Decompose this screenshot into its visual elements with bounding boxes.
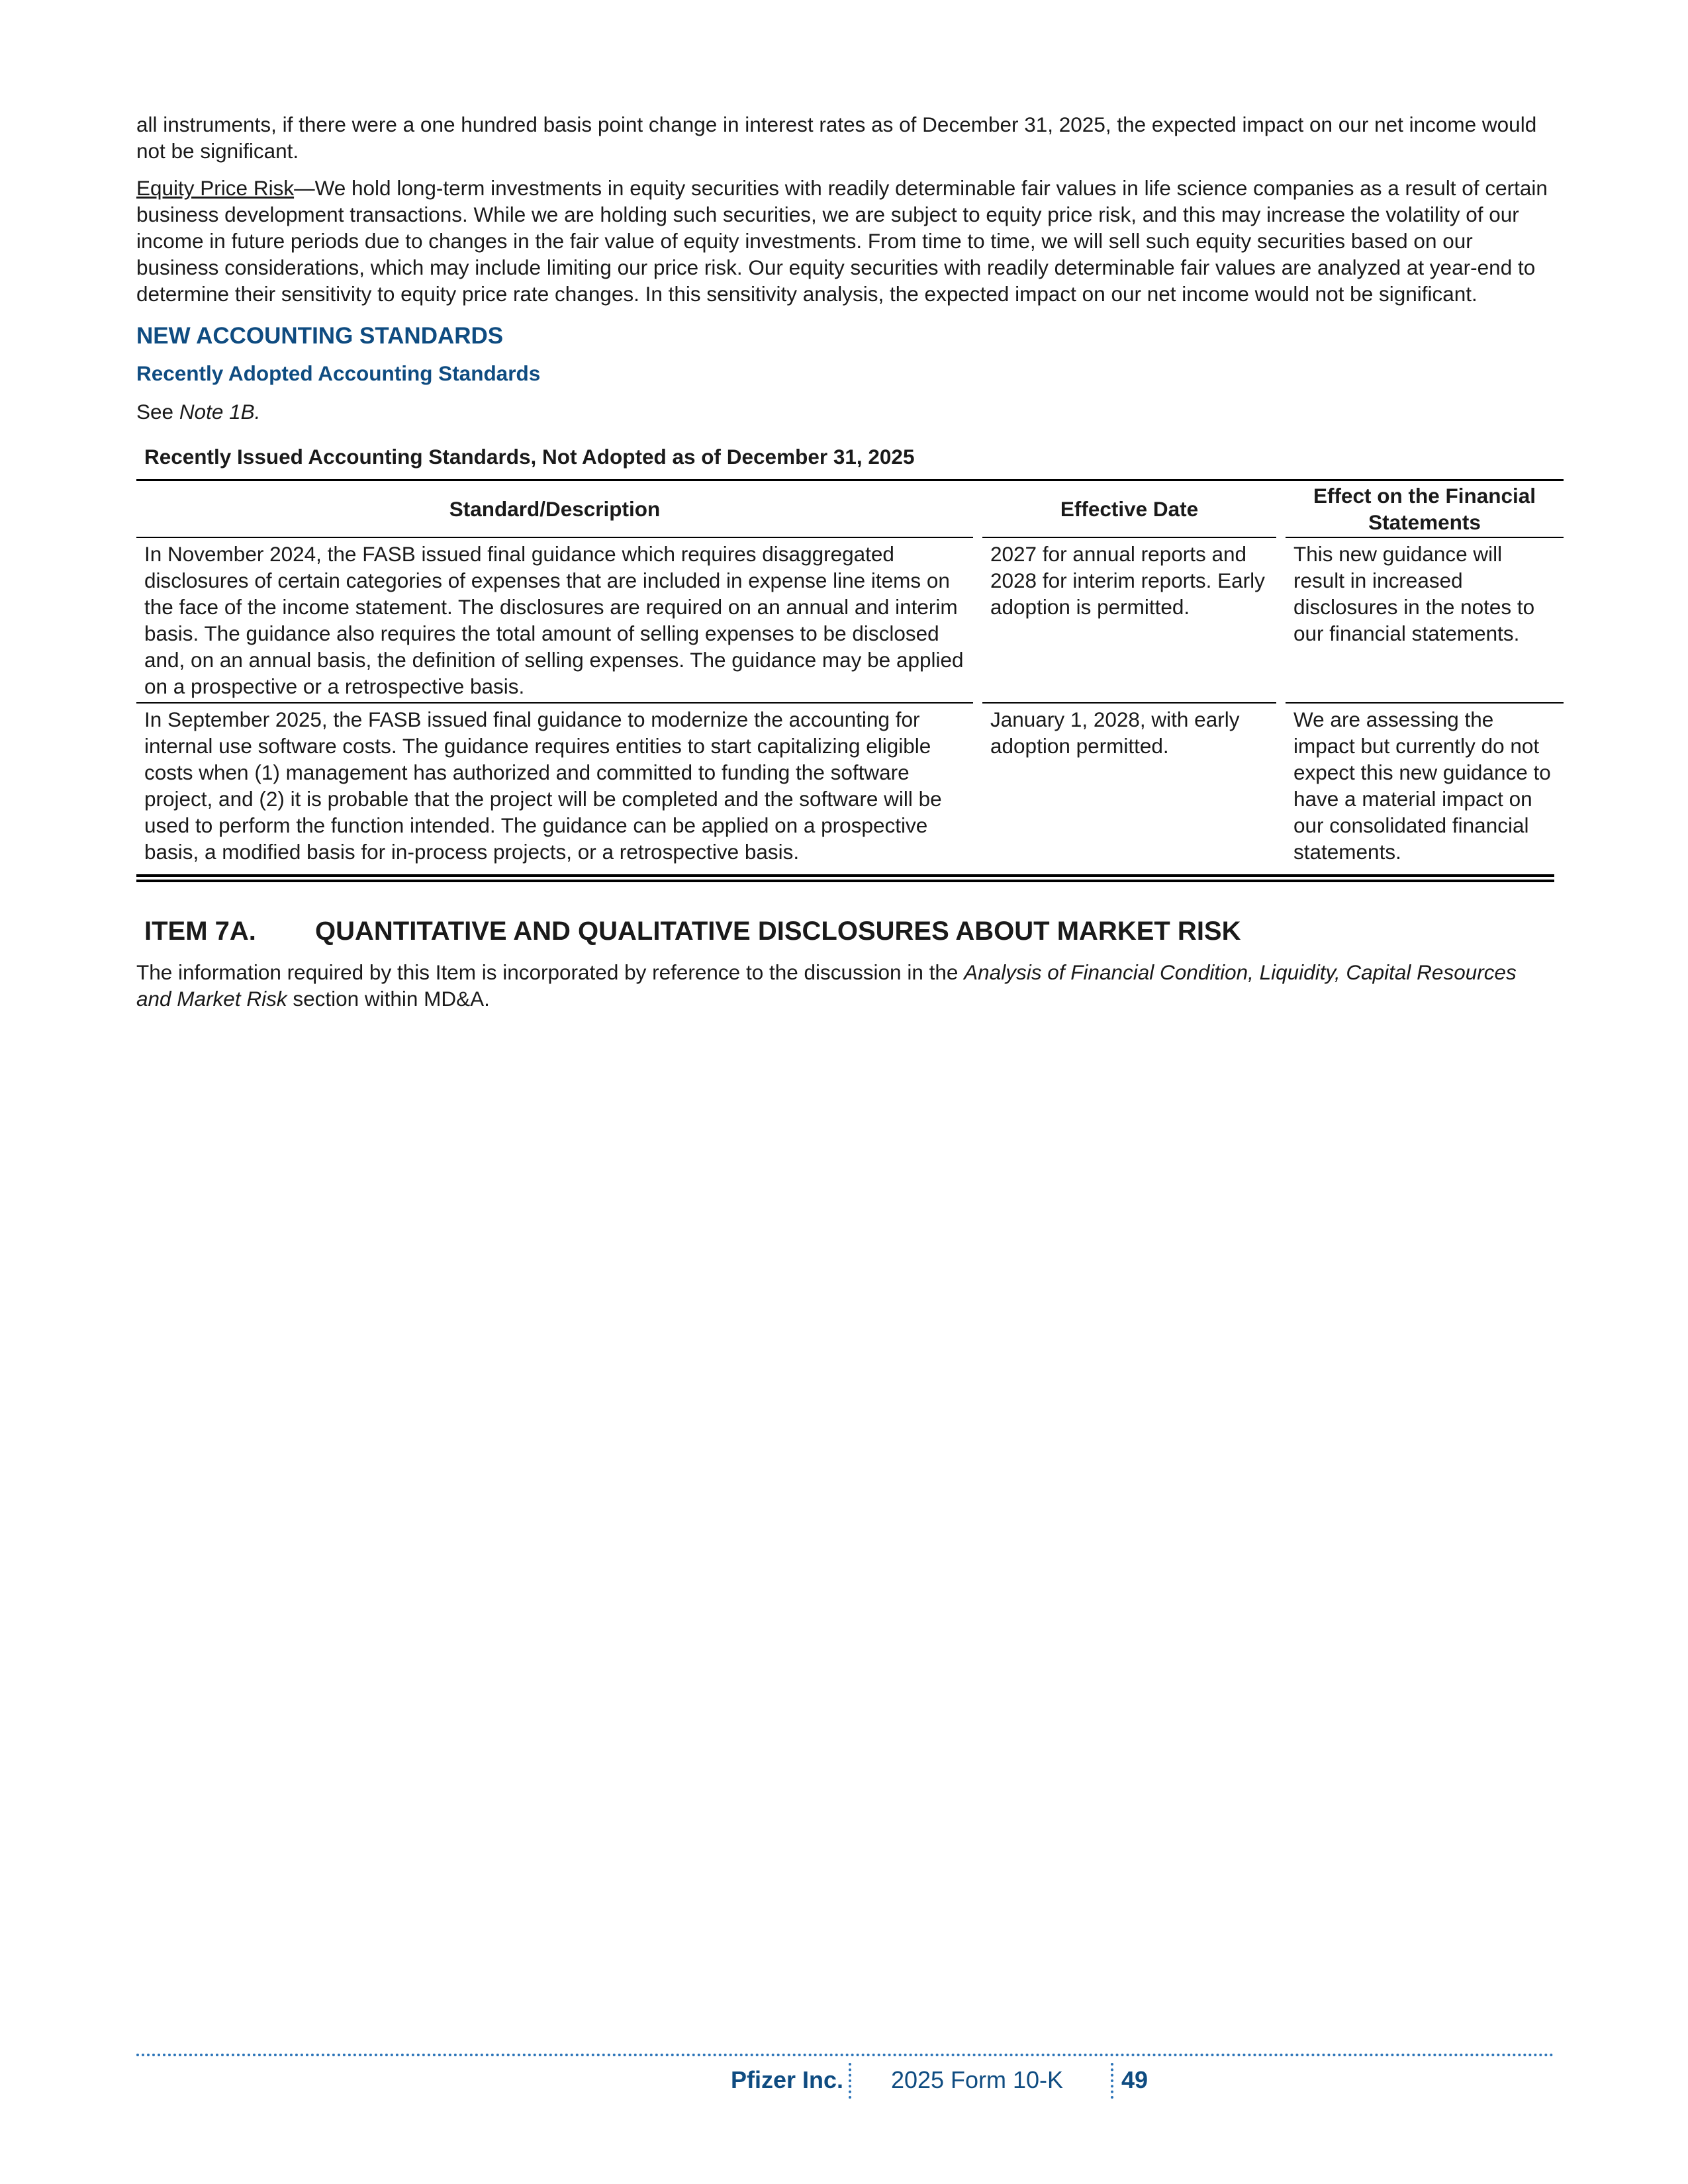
table-row bbox=[136, 538, 1564, 704]
see-note-line bbox=[136, 398, 1554, 425]
row-gap bbox=[1276, 704, 1286, 868]
item-7a-number: ITEM 7A. bbox=[144, 917, 256, 946]
table-double-rule bbox=[136, 874, 1554, 882]
item-7a-text-after: section within MD&A. bbox=[287, 987, 490, 1011]
see-prefix: See bbox=[136, 400, 179, 424]
row-description: In September 2025, the FASB issued final guidance to modernize the accounting for internal use software costs. The guidance requires entities to start capitalizing eligible costs when (1) management has authorized and committed to funding the software project, and (2) it is probable that the project will be completed and the software will be used to perform the function intended. The guidance can be applied on a prospective basis, a modified basis for in-process projects, or a retrospective basis. bbox=[144, 707, 942, 864]
equity-price-risk-label: Equity Price Risk bbox=[136, 176, 295, 200]
row-effective-date: 2027 for annual reports and 2028 for interim reports. Early adoption is permitted. bbox=[982, 538, 1276, 704]
footer-form: 2025 Form 10-K bbox=[890, 2066, 1064, 2093]
new-accounting-standards-heading: NEW ACCOUNTING STANDARDS bbox=[136, 323, 504, 349]
item-7a-paragraph bbox=[136, 959, 1554, 1012]
footer-page-number: 49 bbox=[1121, 2066, 1149, 2093]
table-row bbox=[136, 704, 1564, 868]
item-7a-heading bbox=[144, 915, 1554, 947]
header-gap bbox=[1276, 479, 1286, 538]
table-header-row bbox=[136, 479, 1564, 538]
standards-table bbox=[136, 479, 1564, 868]
page-footer bbox=[136, 2054, 1554, 2096]
equity-price-risk-text: —We hold long-term investments in equity securities with readily determinable fair values in life science companies as a result of certain business development transactions. While we are holding such securities, we are subject to equity price risk, and this may increase the volatility of our income in future periods due to changes in the fair value of equity investments. From time to time, we will sell such equity securities based on our business considerations, which may include limiting our price risk. Our equity securities with readily determinable fair values are analyzed at year-end to determine their sensitivity to equity price rate changes. In this sensitivity analysis, the expected impact on our net income would not be significant. bbox=[136, 176, 1548, 306]
row-effect: We are assessing the impact but currently do not expect this new guidance to have a material impact on our consolidated financial statements. bbox=[1293, 707, 1551, 864]
row-effective-date: January 1, 2028, with early adoption permitted. bbox=[990, 707, 1240, 758]
item-7a-title: QUANTITATIVE AND QUALITATIVE DISCLOSURES ABOUT MARKET RISK bbox=[315, 917, 1241, 946]
document-page bbox=[136, 111, 1554, 1023]
note-reference: Note 1B. bbox=[179, 400, 261, 424]
row-description: In November 2024, the FASB issued final guidance which requires disaggregated disclosures of certain categories of expenses that are included in expense line items on the face of the income statement. The disclosures are required on an annual and interim basis. The guidance also requires the total amount of selling expenses to be disclosed and, on an annual basis, the definition of selling expenses. The guidance may be applied on a prospective or a retrospective basis. bbox=[136, 538, 973, 704]
row-effect: This new guidance will result in increased disclosures in the notes to our financial statements. bbox=[1286, 538, 1564, 704]
standards-table-title: Recently Issued Accounting Standards, Not Adopted as of December 31, 2025 bbox=[144, 445, 915, 469]
row-gap bbox=[1276, 538, 1286, 704]
row-gap bbox=[973, 704, 982, 868]
item-7a-text-before: The information required by this Item is incorporated by reference to the discussion in the bbox=[136, 960, 964, 984]
header-effect-on-financial-statements: Effect on the Financial Statements bbox=[1286, 479, 1564, 538]
header-effective-date: Effective Date bbox=[982, 479, 1276, 538]
header-standard-description: Standard/Description bbox=[136, 479, 973, 538]
recently-adopted-heading: Recently Adopted Accounting Standards bbox=[136, 361, 541, 385]
header-gap bbox=[973, 479, 982, 538]
footer-separator bbox=[1111, 2063, 1113, 2099]
intro-paragraph: all instruments, if there were a one hundred basis point change in interest rates as of December 31, 2025, the expected impact on our net income would not be significant. bbox=[136, 113, 1537, 163]
footer-company: Pfizer Inc. bbox=[730, 2066, 843, 2093]
item-7a-italic-reference: Analysis of Financial Condition, Liquidity, Capital Resources and Market Risk bbox=[136, 960, 1517, 1011]
row-gap bbox=[973, 538, 982, 704]
equity-price-risk-paragraph bbox=[136, 175, 1554, 307]
